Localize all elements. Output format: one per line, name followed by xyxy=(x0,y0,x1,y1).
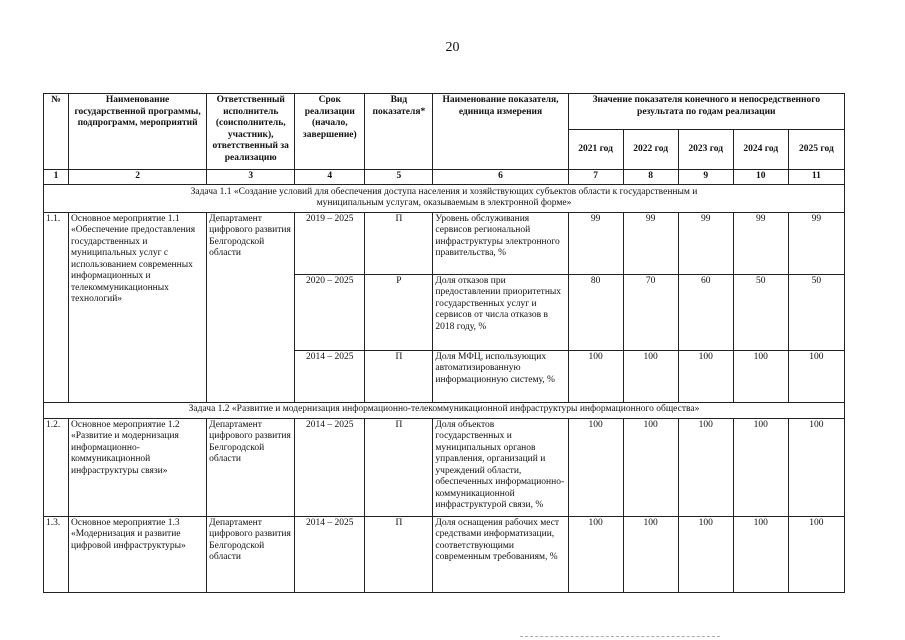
row-1-1-term: 2014 – 2025 xyxy=(295,350,365,402)
row-1-2-indicator: Доля объектов государственных и муниципальных органов управления, организаций и учреждений области, обеспеченных информационно-коммуникационной инфраструктурой связи, % xyxy=(433,418,568,516)
value-cell: 100 xyxy=(678,350,733,402)
row-1-2-executor: Департамент цифрового развития Белгородской области xyxy=(207,418,295,516)
page-number: 20 xyxy=(445,40,460,55)
value-cell: 99 xyxy=(568,212,623,274)
col-number: 3 xyxy=(207,170,295,185)
header-year-2025: 2025 год xyxy=(788,130,844,170)
value-cell: 100 xyxy=(788,418,844,516)
task-1-2-heading: Задача 1.2 «Развитие и модернизация информационно-телекоммуникационной инфраструктуры информационного общества» xyxy=(44,402,845,418)
row-1-3-name: Основное мероприятие 1.3 «Модернизация и развитие цифровой инфраструктуры» xyxy=(69,516,207,592)
header-year-2023: 2023 год xyxy=(678,130,733,170)
value-cell: 100 xyxy=(733,350,788,402)
value-cell: 100 xyxy=(623,516,678,592)
row-1-1-name: Основное мероприятие 1.1 «Обеспечение предоставления государственных и муниципальных услуг с использованием современных информационных и телекоммуникационных технологий» xyxy=(69,212,207,402)
header-year-2021: 2021 год xyxy=(568,130,623,170)
row-1-3-indicator: Доля оснащения рабочих мест средствами информатизации, соответствующими современным требованиям, % xyxy=(433,516,568,592)
value-cell: 100 xyxy=(568,516,623,592)
col-number: 6 xyxy=(433,170,568,185)
value-cell: 80 xyxy=(568,274,623,350)
header-kind: Вид показателя* xyxy=(365,94,433,170)
value-cell: 99 xyxy=(623,212,678,274)
value-cell: 100 xyxy=(733,516,788,592)
col-number: 11 xyxy=(788,170,844,185)
value-cell: 50 xyxy=(733,274,788,350)
value-cell: 100 xyxy=(568,350,623,402)
header-executor: Ответственный исполнитель (соисполнитель, участник), ответственный за реализацию xyxy=(207,94,295,170)
value-cell: 99 xyxy=(788,212,844,274)
value-cell: 100 xyxy=(788,516,844,592)
indicators-table xyxy=(43,93,845,593)
value-cell: 100 xyxy=(678,516,733,592)
header-year-2022: 2022 год xyxy=(623,130,678,170)
header-indicator: Наименование показателя, единица измерения xyxy=(433,94,568,170)
row-1-2-kind: П xyxy=(365,418,433,516)
row-1-2-no: 1.2. xyxy=(44,418,69,516)
value-cell: 70 xyxy=(623,274,678,350)
value-cell: 100 xyxy=(568,418,623,516)
row-1-1-kind: П xyxy=(365,212,433,274)
header-values-group: Значение показателя конечного и непосредственного результата по годам реализации xyxy=(568,94,844,130)
col-number: 5 xyxy=(365,170,433,185)
value-cell: 100 xyxy=(678,418,733,516)
row-1-1-indicator: Уровень обслуживания сервисов региональной инфраструктуры электронного правительства, % xyxy=(433,212,568,274)
row-1-3-no: 1.3. xyxy=(44,516,69,592)
col-number: 9 xyxy=(678,170,733,185)
value-cell: 99 xyxy=(678,212,733,274)
row-1-1-term: 2019 – 2025 xyxy=(295,212,365,274)
row-1-3-term: 2014 – 2025 xyxy=(295,516,365,592)
value-cell: 60 xyxy=(678,274,733,350)
row-1-3-executor: Департамент цифрового развития Белгородской области xyxy=(207,516,295,592)
col-number: 4 xyxy=(295,170,365,185)
row-1-2-term: 2014 – 2025 xyxy=(295,418,365,516)
row-1-1-indicator: Доля отказов при предоставлении приоритетных государственных услуг и сервисов от числа отказов в 2018 году, % xyxy=(433,274,568,350)
col-number: 10 xyxy=(733,170,788,185)
row-1-1-executor: Департамент цифрового развития Белгородской области xyxy=(207,212,295,402)
value-cell: 100 xyxy=(733,418,788,516)
scan-artifact-line xyxy=(520,636,720,637)
col-number: 2 xyxy=(69,170,207,185)
value-cell: 100 xyxy=(623,418,678,516)
row-1-3-kind: П xyxy=(365,516,433,592)
row-1-1-kind: Р xyxy=(365,274,433,350)
value-cell: 100 xyxy=(623,350,678,402)
value-cell: 100 xyxy=(788,350,844,402)
col-number: 1 xyxy=(44,170,69,185)
col-number: 7 xyxy=(568,170,623,185)
task-1-1-heading: Задача 1.1 «Создание условий для обеспечения доступа населения и хозяйствующих субъектов области к государственным и муниципальным услугам, оказываемым в электронной форме» xyxy=(44,184,845,212)
header-year-2024: 2024 год xyxy=(733,130,788,170)
header-program: Наименование государственной программы, подпрограмм, мероприятий xyxy=(69,94,207,170)
header-no: № xyxy=(44,94,69,170)
row-1-2-name: Основное мероприятие 1.2 «Развитие и модернизация информационно-коммуникационной инфраструктуры связи» xyxy=(69,418,207,516)
value-cell: 50 xyxy=(788,274,844,350)
row-1-1-kind: П xyxy=(365,350,433,402)
value-cell: 99 xyxy=(733,212,788,274)
header-term: Срок реализации (начало, завершение) xyxy=(295,94,365,170)
row-1-1-indicator: Доля МФЦ, использующих автоматизированную информационную систему, % xyxy=(433,350,568,402)
row-1-1-no: 1.1. xyxy=(44,212,69,402)
row-1-1-term: 2020 – 2025 xyxy=(295,274,365,350)
col-number: 8 xyxy=(623,170,678,185)
